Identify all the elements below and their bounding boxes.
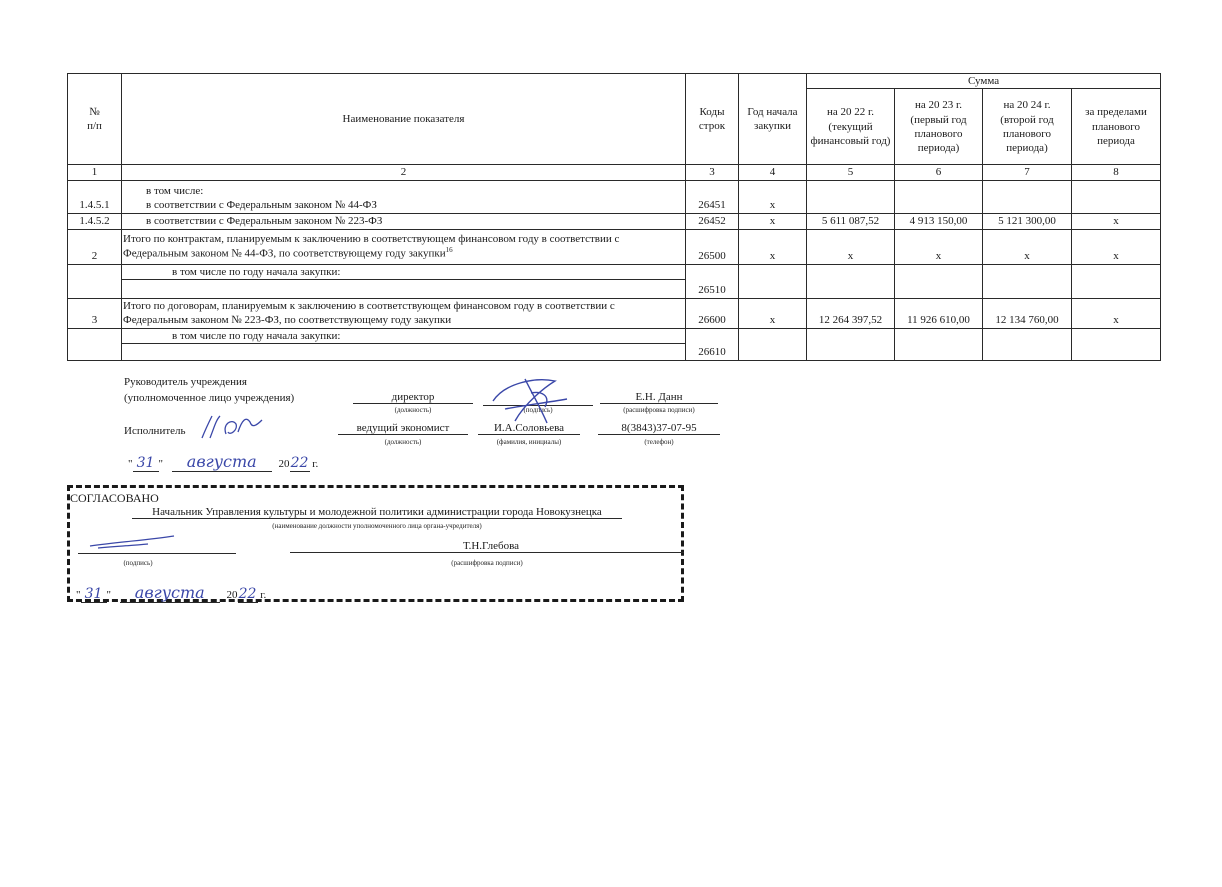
row-num: 1.4.5.1	[68, 180, 122, 213]
row-year	[739, 264, 807, 298]
row-name-main: в соответствии с Федеральным законом № 44-ФЗ	[146, 199, 377, 212]
approval-title: СОГЛАСОВАНО	[70, 491, 159, 505]
row-c7	[983, 264, 1072, 298]
col-number: 5	[807, 165, 895, 180]
row-name: в соответствии с Федеральным законом № 223-ФЗ	[122, 213, 686, 229]
approval-date-month: августа	[120, 583, 220, 603]
approval-sign-caption: (подпись)	[123, 559, 153, 567]
table-row	[68, 213, 1161, 229]
row-c8	[1072, 328, 1161, 360]
row-c8: х	[1072, 213, 1161, 229]
row-name-top: в том числе:	[146, 185, 204, 197]
head-position-caption: (должность)	[394, 406, 432, 414]
signature-date: " 31 " августа 2022 г.	[128, 452, 319, 471]
date-suffix: г.	[312, 458, 319, 470]
footnote-marker: 16	[445, 246, 453, 255]
head-label-1: Руководитель учреждения	[124, 376, 247, 388]
row-code: 26452	[686, 213, 739, 229]
row-c7: 12 134 760,00	[983, 298, 1072, 328]
approval-date-year: 22	[238, 586, 257, 602]
date-month: августа	[172, 452, 272, 472]
executor-phone: 8(3843)37-07-95	[598, 422, 720, 435]
date-day: 31	[133, 455, 159, 472]
row-name-text: Итого по контрактам, планируемым к заключению в соответствующем финансовом году в соответствии с Федеральным законом № 44-ФЗ, по соответствующему году закупки	[123, 232, 620, 260]
row-name	[122, 180, 686, 213]
approval-date-year-prefix: 20	[226, 589, 238, 601]
header-col6: на 20 23 г. (первый год планового периода)	[895, 89, 983, 165]
approval-name	[290, 540, 684, 553]
table-row	[68, 180, 1161, 213]
row-c5: х	[807, 229, 895, 264]
executor-phone-caption: (телефон)	[644, 438, 674, 446]
date-year-prefix: 20	[278, 458, 290, 470]
row-c7: х	[983, 229, 1072, 264]
row-name	[122, 328, 686, 360]
row-c7: 5 121 300,00	[983, 213, 1072, 229]
row-code: 26510	[686, 264, 739, 298]
header-num: № п/п	[68, 74, 122, 165]
header-col7: на 20 24 г. (второй год планового периода)	[983, 89, 1072, 165]
row-num: 2	[68, 229, 122, 264]
row-year: х	[739, 298, 807, 328]
row-c6	[895, 328, 983, 360]
row-c8: х	[1072, 229, 1161, 264]
row-name-text: в том числе по году начала закупки:	[122, 265, 685, 280]
header-name: Наименование показателя	[122, 74, 686, 165]
table-row	[68, 229, 1161, 264]
row-name: Итого по договорам, планируемым к заключению в соответствующем финансовом году в соответствии с Федеральным законом № 223-ФЗ, по соответствующему году закупки	[122, 298, 686, 328]
row-name-text: в том числе по году начала закупки:	[122, 329, 685, 344]
head-name: Е.Н. Данн	[600, 391, 718, 404]
table-row	[68, 328, 1161, 360]
row-c7	[983, 180, 1072, 213]
row-year	[739, 328, 807, 360]
row-num	[68, 264, 122, 298]
row-c5	[807, 264, 895, 298]
approval-name-text: Т.Н.Глебова	[463, 540, 519, 552]
approval-position: Начальник Управления культуры и молодежной политики администрации города Новокузнецка	[132, 506, 622, 519]
row-c5: 12 264 397,52	[807, 298, 895, 328]
head-name-caption: (расшифровка подписи)	[623, 406, 695, 414]
executor-position: ведущий экономист	[338, 422, 468, 435]
table-row	[68, 264, 1161, 298]
executor-position-caption: (должность)	[384, 438, 422, 446]
row-num	[68, 328, 122, 360]
row-name	[122, 264, 686, 298]
row-c5: 5 611 087,52	[807, 213, 895, 229]
row-c5	[807, 180, 895, 213]
approval-date-suffix: г.	[260, 589, 267, 601]
head-label-2: (уполномоченное лицо учреждения)	[124, 392, 295, 404]
row-year: х	[739, 213, 807, 229]
row-c6	[895, 264, 983, 298]
row-c6	[895, 180, 983, 213]
row-num: 1.4.5.2	[68, 213, 122, 229]
row-year: х	[739, 180, 807, 213]
row-c8	[1072, 264, 1161, 298]
row-code: 26500	[686, 229, 739, 264]
row-num: 3	[68, 298, 122, 328]
executor-label: Исполнитель	[124, 425, 186, 437]
date-year: 22	[290, 455, 309, 471]
approval-signature-image	[88, 532, 178, 552]
col-number: 1	[68, 165, 122, 180]
col-number: 6	[895, 165, 983, 180]
row-c8: х	[1072, 298, 1161, 328]
approval-signature-line	[78, 553, 236, 554]
row-c5	[807, 328, 895, 360]
col-number: 2	[122, 165, 686, 180]
executor-signature-image	[198, 412, 268, 442]
approval-position-caption: (наименование должности уполномоченного лица органа-учредителя)	[272, 522, 482, 530]
row-c8	[1072, 180, 1161, 213]
row-name	[122, 229, 686, 264]
approval-date-day: 31	[81, 586, 107, 603]
header-year: Год начала закупки	[739, 74, 807, 165]
row-c7	[983, 328, 1072, 360]
row-code: 26610	[686, 328, 739, 360]
table-row	[68, 298, 1161, 328]
row-code: 26451	[686, 180, 739, 213]
header-sum: Сумма	[807, 74, 1161, 89]
row-c6: 4 913 150,00	[895, 213, 983, 229]
executor-name: И.А.Соловьева	[478, 422, 580, 435]
executor-name-caption: (фамилия, инициалы)	[496, 438, 562, 446]
row-c6: х	[895, 229, 983, 264]
row-code: 26600	[686, 298, 739, 328]
head-position: директор	[353, 391, 473, 404]
col-number: 4	[739, 165, 807, 180]
col-number: 7	[983, 165, 1072, 180]
header-col8: за пределами планового периода	[1072, 89, 1161, 165]
col-number: 8	[1072, 165, 1161, 180]
col-number: 3	[686, 165, 739, 180]
row-c6: 11 926 610,00	[895, 298, 983, 328]
approval-name-caption: (расшифровка подписи)	[451, 559, 523, 567]
header-col5: на 20 22 г. (текущий финансовый год)	[807, 89, 895, 165]
head-sign-caption: (подпись)	[523, 406, 553, 414]
approval-date: " 31 " августа 2022 г.	[76, 583, 267, 602]
header-codes: Коды строк	[686, 74, 739, 165]
indicators-table	[67, 73, 1161, 361]
row-year: х	[739, 229, 807, 264]
